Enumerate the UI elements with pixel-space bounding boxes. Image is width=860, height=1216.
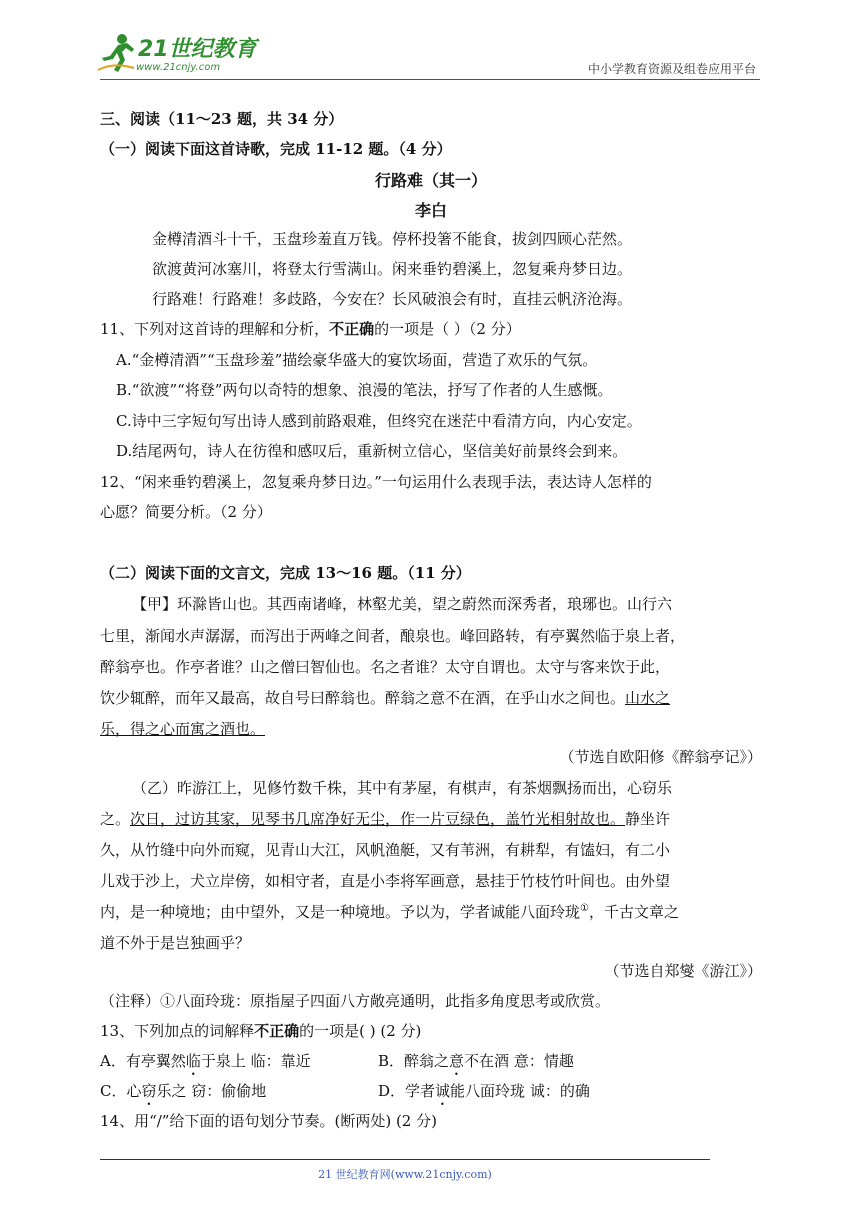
question-14-stem: 14、用“/”给下面的语句划分节奏。(断两处) (2 分) (100, 1112, 437, 1130)
passage-yi-line: 之。次日，过访其家，见琴书几席净好无尘，作一片豆绿色，盖竹光相射故也。静坐许 (100, 810, 671, 828)
passage-yi-line: 内，是一种境地；由中望外，又是一种境地。予以为，学者诚能八面玲珑①，千古文章之 (100, 903, 679, 921)
passage-yi-line: 久，从竹缝中向外而窥，见青山大江，风帆渔艇，又有苇洲，有耕犁，有馌妇，有二小 (100, 841, 671, 859)
underlined-sentence: 山水之 (625, 689, 671, 707)
platform-name: 中小学教育资源及组卷应用平台 (587, 62, 756, 76)
passage-jia-line: 饮少辄醉，而年又最高，故自号曰醉翁也。醉翁之意不在酒，在乎山水之间也。山水之 (100, 689, 671, 707)
poem-title: 行路难（其一） (374, 171, 487, 190)
poem-author: 李白 (414, 201, 447, 220)
passage-yi-line: 道不外于是岂独画乎？ (100, 934, 251, 952)
question-13-option-d: D．学者诚能八面玲珑 诚：的确 (378, 1082, 590, 1100)
site-logo (96, 32, 266, 78)
logo-url: www.21cnjy.com (136, 62, 221, 73)
footer-divider (100, 1159, 710, 1160)
footnote-marker: ① (580, 903, 589, 914)
question-13-option-a: A．有亭翼然临于泉上 临：靠近 (100, 1052, 311, 1070)
passage-yi-line: （乙）昨游江上，见修竹数千株，其中有茅屋，有棋声，有茶烟飘扬而出，心窃乐 (132, 779, 673, 797)
poem-line: 欲渡黄河冰塞川，将登太行雪满山。闲来垂钓碧溪上，忽复乘舟梦日边。 (152, 260, 633, 278)
question-11-option-b: B.“欲渡”“将登”两句以奇特的想象、浪漫的笔法，抒写了作者的人生感慨。 (116, 381, 613, 399)
question-12-line2: 心愿？简要分析。（2 分） (100, 503, 272, 521)
question-13-option-c: C．心窃乐之 窃：偷偷地 (100, 1082, 267, 1100)
question-13-option-b: B．醉翁之意不在酒 意：情趣 (378, 1052, 574, 1070)
underlined-sentence: 次日，过访其家，见琴书几席净好无尘，作一片豆绿色，盖竹光相射故也。 (130, 810, 626, 828)
footer-text: 21 世纪教育网(www.21cnjy.com) (318, 1168, 492, 1181)
poem-line: 金樽清酒斗十千，玉盘珍羞直万钱。停杯投箸不能食，拔剑四顾心茫然。 (152, 230, 633, 248)
part1-title: （一）阅读下面这首诗歌，完成 11-12 题。（4 分） (100, 140, 452, 158)
section-title: 三、阅读（11～23 题，共 34 分） (100, 110, 344, 128)
question-13-stem: 13、下列加点的词解释不正确的一项是( ) (2 分) (100, 1022, 422, 1040)
underlined-sentence: 乐，得之心而寓之酒也。 (100, 720, 266, 738)
passage-jia-line (100, 718, 265, 739)
header-divider (100, 79, 760, 80)
passage-yi-line: 儿戏于沙上，犬立岸傍，如相守者，直是小李将军画意，悬挂于竹枝竹叶间也。由外望 (100, 872, 671, 890)
question-11-option-d: D.结尾两句，诗人在彷徨和感叹后，重新树立信心，坚信美好前景终会到来。 (116, 442, 628, 460)
part2-title: （二）阅读下面的文言文，完成 13～16 题。（11 分） (100, 564, 471, 582)
passage-yi-source: （节选自郑燮《游江》） (604, 962, 762, 980)
question-12-line1: 12、“闲来垂钓碧溪上，忽复乘舟梦日边。”一句运用什么表现手法，表达诗人怎样的 (100, 473, 652, 491)
poem-line: 行路难！行路难！多歧路，今安在？长风破浪会有时，直挂云帆济沧海。 (152, 290, 633, 308)
question-11-option-c: C.诗中三字短句写出诗人感到前路艰难，但终究在迷茫中看清方向，内心安定。 (116, 412, 642, 430)
footnote: （注释）①八面玲珑：原指屋子四面八方敞亮通明，此指多角度思考或欣赏。 (100, 992, 611, 1010)
passage-jia-line: 七里，渐闻水声潺潺，而泻出于两峰之间者，酿泉也。峰回路转，有亭翼然临于泉上者， (100, 627, 686, 645)
runner-icon (96, 32, 136, 74)
passage-jia-line: 【甲】环滁皆山也。其西南诸峰，林壑尤美，望之蔚然而深秀者，琅琊也。山行六 (132, 595, 673, 613)
question-11-stem: 11、下列对这首诗的理解和分析，不正确的一项是（ ）（2 分） (100, 320, 521, 338)
page-header (0, 0, 860, 90)
passage-jia-line: 醉翁亭也。作亭者谁？山之僧曰智仙也。名之者谁？太守自谓也。太守与客来饮于此， (100, 658, 671, 676)
question-11-option-a: A.“金樽清酒”“玉盘珍羞”描绘豪华盛大的宴饮场面，营造了欢乐的气氛。 (116, 351, 598, 369)
passage-jia-source: （节选自欧阳修《醉翁亭记》） (559, 748, 762, 766)
logo-text: 21世纪教育 (138, 37, 257, 62)
